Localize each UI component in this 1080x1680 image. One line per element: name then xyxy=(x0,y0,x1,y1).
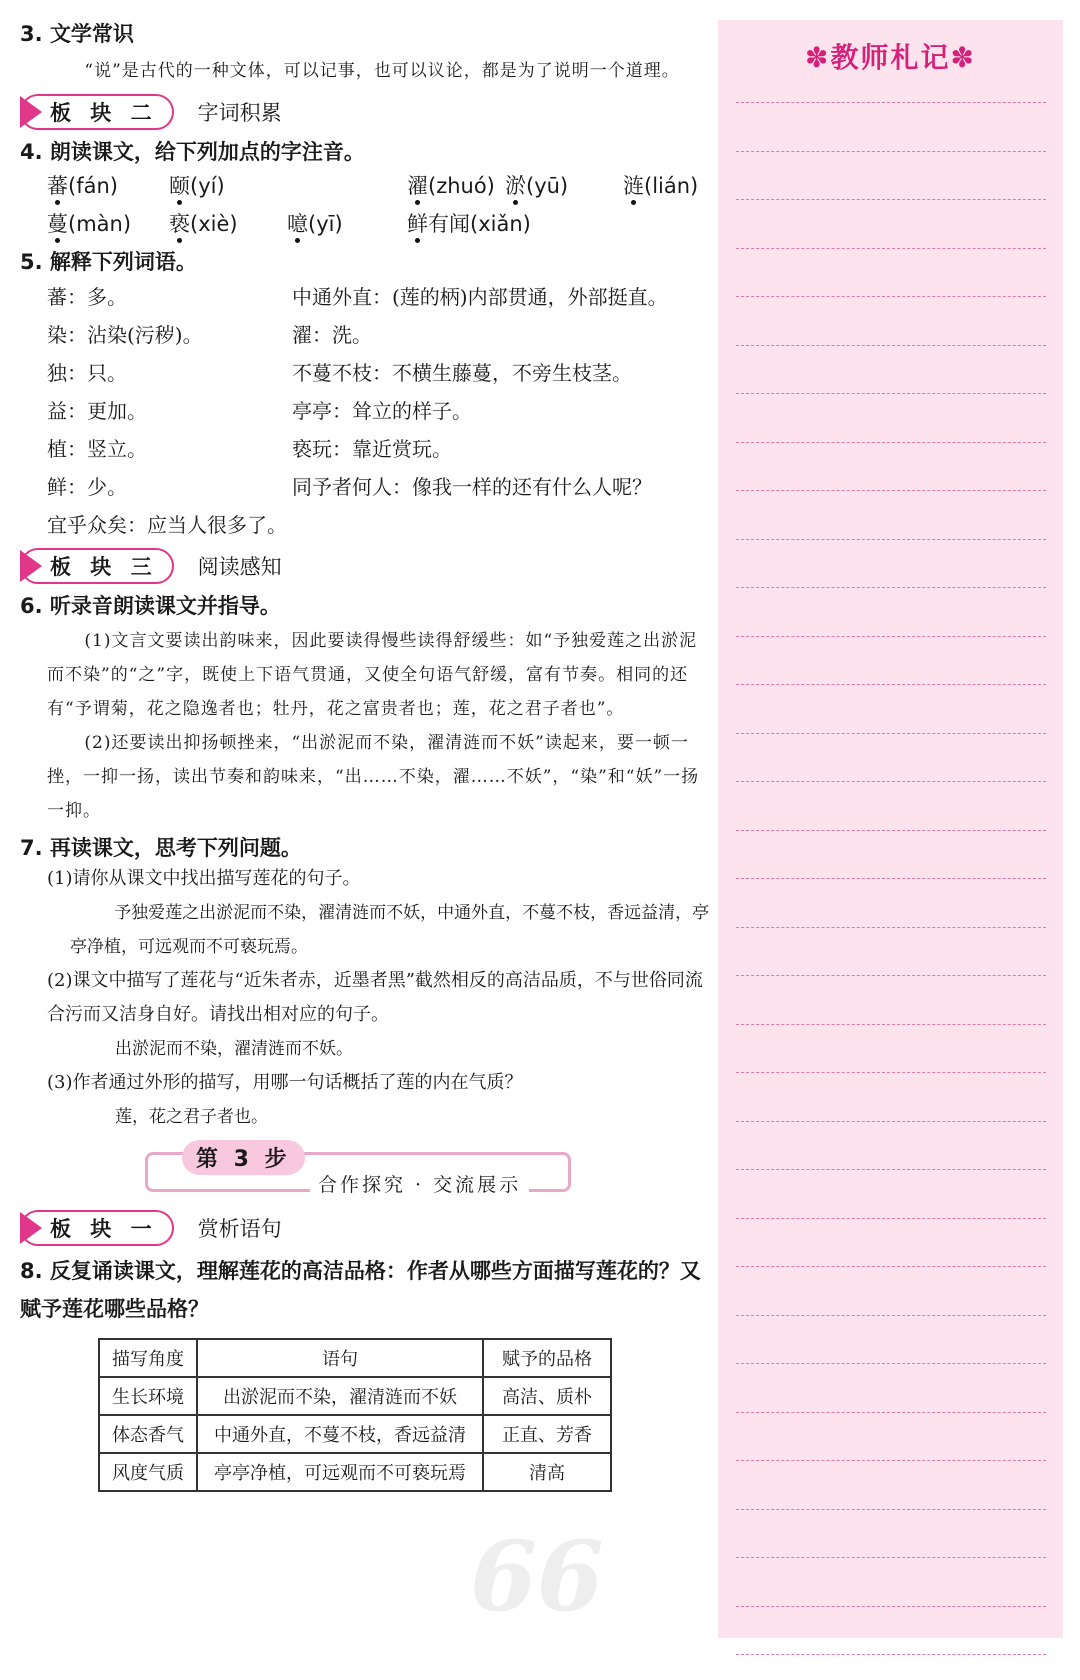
section-2-header xyxy=(20,92,710,132)
note-line xyxy=(736,151,1046,152)
section-badge xyxy=(20,548,174,584)
pinyin-item: 鲜有闻(xiǎn) xyxy=(407,208,531,238)
note-line xyxy=(736,393,1046,394)
step-label: 第 3 步 xyxy=(182,1140,305,1175)
note-line xyxy=(736,975,1046,976)
definition-row: 宜乎众矣：应当人很多了。 xyxy=(47,512,287,537)
q6-paragraph-1: (1)文言文要读出韵味来，因此要读得慢些读得舒缓些：如“予独爱莲之出淤泥而不染”的“之”字，既使上下语气贯通，又使全句语气舒缓，富有节奏。相同的还有“予谓菊，花之隐逸者也；牡丹，花之富贵者也；莲，花之君子者也”。 xyxy=(47,631,698,719)
q4-title: 4. 朗读课文，给下列加点的字注音。 xyxy=(20,140,365,164)
q7-title: 7. 再读课文，思考下列问题。 xyxy=(20,836,302,860)
note-line xyxy=(736,927,1046,928)
triangle-icon xyxy=(20,1212,42,1244)
pinyin-item: 蕃(fán) xyxy=(47,170,169,200)
table-cell: 亭亭净植，可远观而不可亵玩焉 xyxy=(197,1453,483,1491)
note-line xyxy=(736,878,1046,879)
table-cell: 正直、芳香 xyxy=(483,1415,611,1453)
table-header-row xyxy=(99,1339,611,1377)
step-subtitle: 合作探究 · 交流展示 xyxy=(310,1170,529,1197)
page-number: 66 xyxy=(470,1520,604,1633)
pinyin-item: 蔓(màn) xyxy=(47,208,169,238)
note-line xyxy=(736,102,1046,103)
q3-title: 3. 文学常识 xyxy=(20,22,134,46)
table-header-cell: 赋予的品格 xyxy=(483,1339,611,1377)
q8-title: 8. 反复诵读课文，理解莲花的高洁品格：作者从哪些方面描写莲花的？又赋予莲花哪些品格？ xyxy=(20,1259,701,1321)
note-line xyxy=(736,1654,1046,1655)
table-row xyxy=(99,1377,611,1415)
note-line xyxy=(736,830,1046,831)
note-line xyxy=(736,1509,1046,1510)
table-cell: 出淤泥而不染，濯清涟而不妖 xyxy=(197,1377,483,1415)
note-line xyxy=(736,1606,1046,1607)
pinyin-item: 亵(xiè) xyxy=(169,208,287,238)
section-3-header xyxy=(20,546,710,586)
note-line xyxy=(736,1412,1046,1413)
section-badge xyxy=(20,94,174,130)
note-line xyxy=(736,684,1046,685)
triangle-icon xyxy=(20,96,42,128)
pinyin-item: 淤(yū) xyxy=(505,170,623,200)
note-line xyxy=(736,1218,1046,1219)
q7-answer-2: 出淤泥而不染，濯清涟而不妖。 xyxy=(115,1039,353,1059)
note-line xyxy=(736,781,1046,782)
section-badge xyxy=(20,1210,174,1246)
analysis-table xyxy=(98,1338,612,1492)
step-banner xyxy=(20,1140,710,1200)
note-line xyxy=(736,1024,1046,1025)
note-line xyxy=(736,1121,1046,1122)
note-line xyxy=(736,1460,1046,1461)
note-line xyxy=(736,1315,1046,1316)
table-cell: 体态香气 xyxy=(99,1415,197,1453)
definition-row: 染：沾染(污秽)。 濯：洗。 xyxy=(47,322,372,347)
pinyin-row-2 xyxy=(20,204,710,242)
q7-answer-1: 予独爱莲之出淤泥而不染，濯清涟而不妖，中通外直，不蔓不枝，香远益清，亭亭净植，可远观而不可亵玩焉。 xyxy=(70,903,710,957)
badge-label: 板 块 二 xyxy=(50,101,158,125)
q6-title: 6. 听录音朗读课文并指导。 xyxy=(20,594,281,618)
section-title: 赏析语句 xyxy=(197,1217,282,1241)
badge-label: 板 块 一 xyxy=(50,1217,158,1241)
note-line xyxy=(736,587,1046,588)
table-row xyxy=(99,1415,611,1453)
table-cell: 风度气质 xyxy=(99,1453,197,1491)
note-line xyxy=(736,539,1046,540)
definition-row: 植：竖立。 亵玩：靠近赏玩。 xyxy=(47,436,452,461)
definition-row: 蕃：多。 中通外直：(莲的柄)内部贯通，外部挺直。 xyxy=(47,284,668,309)
note-line xyxy=(736,1557,1046,1558)
q7-sub-2: (2)课文中描写了莲花与“近朱者赤，近墨者黑”截然相反的高洁品质，不与世俗同流合污而又洁身自好。请找出相对应的句子。 xyxy=(47,970,703,1025)
table-header-cell: 描写角度 xyxy=(99,1339,197,1377)
q7-answer-3: 莲，花之君子者也。 xyxy=(115,1107,268,1127)
note-line xyxy=(736,1072,1046,1073)
q7-sub-1: (1)请你从课文中找出描写莲花的句子。 xyxy=(47,868,361,889)
badge-label: 板 块 三 xyxy=(50,555,158,579)
pinyin-item: 濯(zhuó) xyxy=(407,170,505,200)
sidebar-title: ✽教师札记✽ xyxy=(805,41,976,74)
q3-text: “说”是古代的一种文体，可以记事，也可以议论，都是为了说明一个道理。 xyxy=(84,61,680,81)
note-line xyxy=(736,733,1046,734)
teacher-notes-sidebar xyxy=(718,20,1063,1638)
table-row xyxy=(99,1453,611,1491)
pinyin-item: 涟(lián) xyxy=(623,170,698,200)
triangle-icon xyxy=(20,550,42,582)
definition-row: 鲜：少。 同予者何人：像我一样的还有什么人呢？ xyxy=(47,474,652,499)
note-line xyxy=(736,296,1046,297)
definition-row: 益：更加。 亭亭：耸立的样子。 xyxy=(47,398,472,423)
section-title: 字词积累 xyxy=(197,101,282,125)
table-cell: 生长环境 xyxy=(99,1377,197,1415)
note-line xyxy=(736,1169,1046,1170)
note-line xyxy=(736,1363,1046,1364)
note-line xyxy=(736,442,1046,443)
q7-sub-3: (3)作者通过外形的描写，用哪一句话概括了莲的内在气质？ xyxy=(47,1072,523,1093)
note-line xyxy=(736,490,1046,491)
table-header-cell: 语句 xyxy=(197,1339,483,1377)
pinyin-row-1 xyxy=(20,166,710,204)
table-cell: 中通外直，不蔓不枝，香远益清 xyxy=(197,1415,483,1453)
table-cell: 高洁、质朴 xyxy=(483,1377,611,1415)
note-line xyxy=(736,248,1046,249)
table-cell: 清高 xyxy=(483,1453,611,1491)
section-1-header xyxy=(20,1208,710,1248)
definition-row: 独：只。 不蔓不枝：不横生藤蔓，不旁生枝茎。 xyxy=(47,360,632,385)
note-line xyxy=(736,1266,1046,1267)
note-line xyxy=(736,345,1046,346)
pinyin-item: 噫(yī) xyxy=(287,208,407,238)
note-line xyxy=(736,199,1046,200)
definition-list xyxy=(20,276,710,542)
pinyin-item: 颐(yí) xyxy=(169,170,407,200)
q6-paragraph-2: (2)还要读出抑扬顿挫来，“出淤泥而不染，濯清涟而不妖”读起来，要一顿一挫，一抑一扬，读出节奏和韵味来，“出……不染，濯……不妖”，“染”和“妖”一扬一抑。 xyxy=(47,733,700,821)
section-title: 阅读感知 xyxy=(197,555,282,579)
q5-title: 5. 解释下列词语。 xyxy=(20,250,197,274)
note-line xyxy=(736,636,1046,637)
main-content xyxy=(20,18,710,1492)
